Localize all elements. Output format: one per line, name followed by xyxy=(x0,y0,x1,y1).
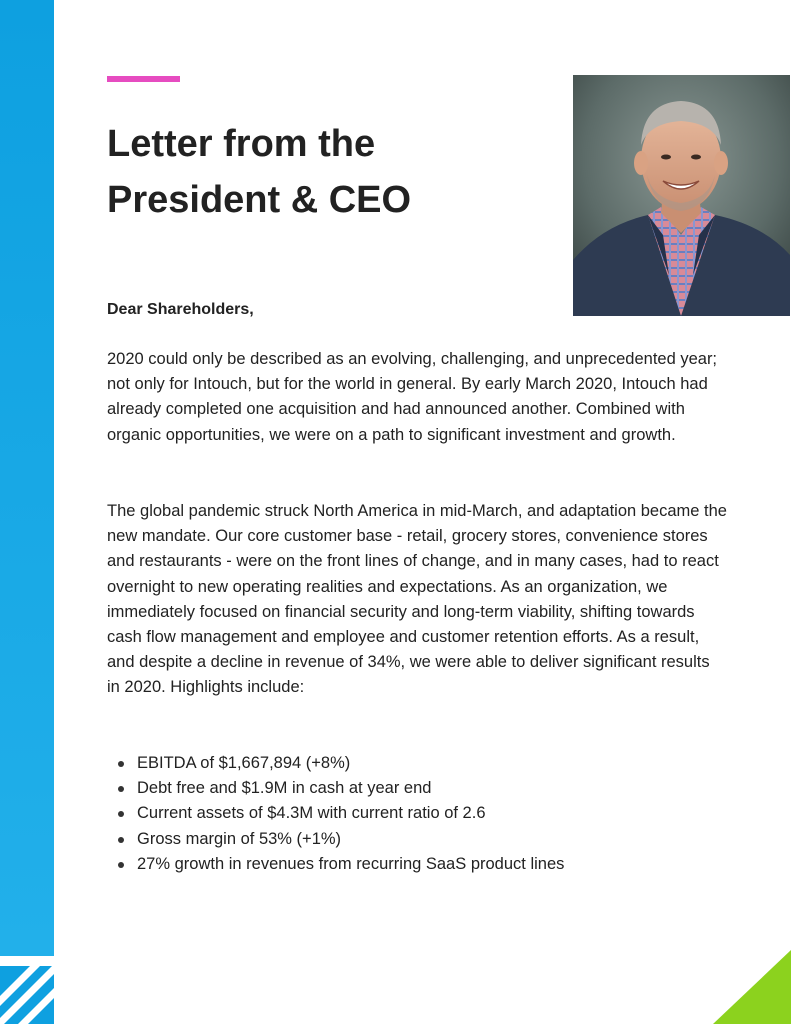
highlights-list xyxy=(107,751,727,877)
title-line-2: President & CEO xyxy=(107,179,412,221)
green-corner-triangle xyxy=(713,950,791,1024)
title-line-1: Letter from the xyxy=(107,123,376,165)
blue-sidebar xyxy=(0,0,54,956)
list-item: Current assets of $4.3M with current ratio of 2.6 xyxy=(107,801,727,826)
accent-bar xyxy=(107,76,180,82)
list-item: Gross margin of 53% (+1%) xyxy=(107,827,727,852)
ceo-portrait xyxy=(573,75,790,316)
list-item: Debt free and $1.9M in cash at year end xyxy=(107,776,727,801)
salutation: Dear Shareholders, xyxy=(107,301,254,318)
paragraph-2: The global pandemic struck North America in mid-March, and adaptation became the new mandate. Our core customer base - retail, grocery stores, convenience stores and restaurants - were on the front lines of change, and in many cases, had to react overnight to new operating realities and expectations. As an organization, we immediately focused on financial security and long-term viability, shifting towards cash flow management and employee and customer retention efforts. As a result, and despite a decline in revenue of 34%, we were able to deliver significant results in 2020. Highlights include: xyxy=(107,502,727,697)
stripes-logo-icon xyxy=(0,966,54,1024)
list-item: 27% growth in revenues from recurring SaaS product lines xyxy=(107,852,727,877)
page-title xyxy=(107,116,547,228)
list-item: EBITDA of $1,667,894 (+8%) xyxy=(107,751,727,776)
paragraph-1: 2020 could only be described as an evolving, challenging, and unprecedented year; not only for Intouch, but for the world in general. By early March 2020, Intouch had already completed one acquisition and had announced another. Combined with organic opportunities, we were on a path to significant investment and growth. xyxy=(107,350,718,444)
